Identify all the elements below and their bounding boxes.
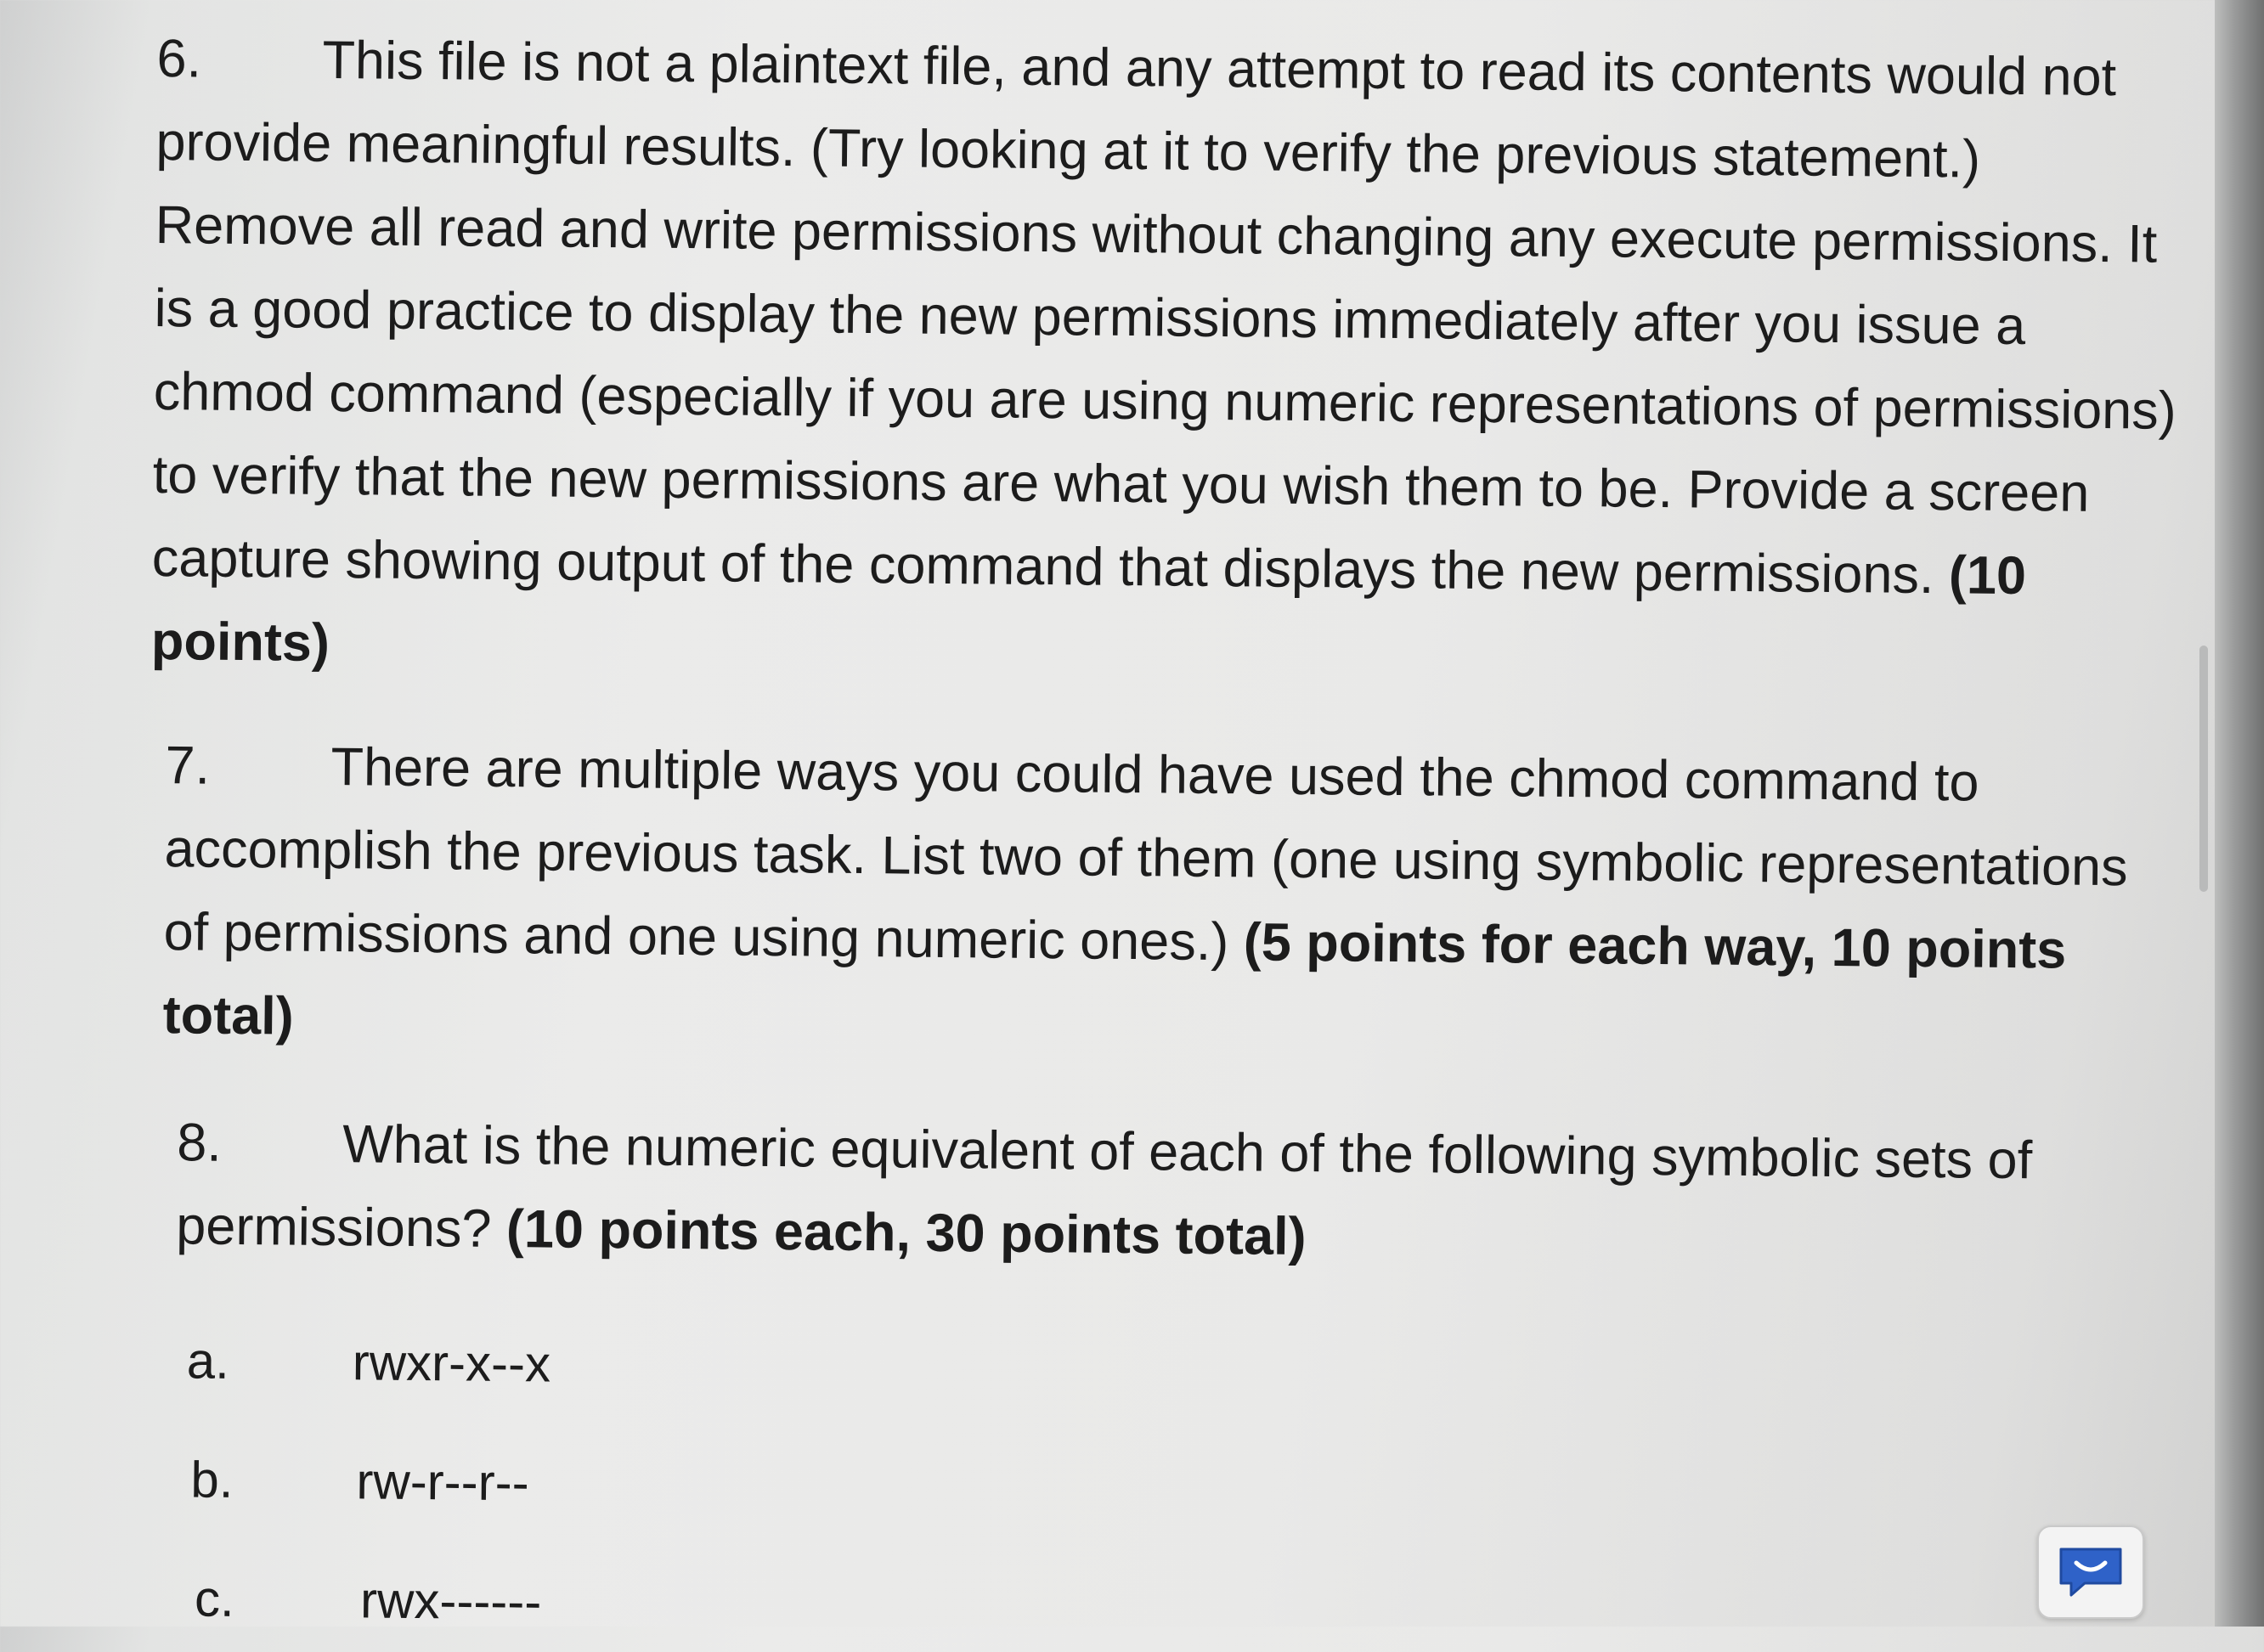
question-8-number: 8.	[176, 1113, 223, 1173]
question-7-number: 7.	[165, 736, 211, 796]
question-8-text: What is the numeric equivalent of each of the following symbolic sets of permissions?	[176, 1114, 2033, 1259]
list-item	[195, 1565, 2173, 1652]
question-8	[176, 1101, 2177, 1287]
question-6	[150, 17, 2187, 702]
question-6-number: 6.	[156, 28, 202, 89]
question-6-text: This file is not a plaintext file, and any attempt to read its contents would not provide meaningful results. (Try looking at it to verify the previous statement.) Remove all read and write permissions without changing any execute permissions. It is a good practice to display the new permissions immediately after you issue a chmod command (especially if you are using numeric representations of permissions) to verify that the new permissions are what you wish them to be. Provide a screen capture showing output of the command that displays the new permissions.	[151, 30, 2177, 606]
scrollbar[interactable]	[2199, 646, 2208, 892]
list-item	[190, 1446, 2174, 1532]
screen-bezel	[2215, 0, 2264, 1627]
list-item	[186, 1327, 2175, 1413]
feedback-button[interactable]	[2037, 1525, 2144, 1619]
list-item-letter: c.	[194, 1570, 235, 1627]
document-body	[142, 17, 2188, 1652]
list-item-letter: b.	[190, 1451, 234, 1508]
list-item-permissions: rw-r--r--	[356, 1452, 529, 1512]
question-7-text: There are multiple ways you could have used the chmod command to accomplish the previous task. List two of them (one using symbolic representations of permissions and one using numeric ones.)	[163, 737, 2128, 973]
list-item-permissions: rwx------	[359, 1571, 542, 1631]
list-item-permissions: rwxr-x--x	[352, 1333, 551, 1393]
list-item-letter: a.	[186, 1332, 230, 1390]
question-7-points: (5 points for each way, 10 points total)	[162, 912, 2067, 1046]
question-8-points: (10 points each, 30 points total)	[505, 1199, 1307, 1267]
question-6-points: (10 points)	[150, 545, 2027, 673]
chat-feedback-icon	[2056, 1544, 2126, 1600]
question-7	[162, 724, 2181, 1076]
